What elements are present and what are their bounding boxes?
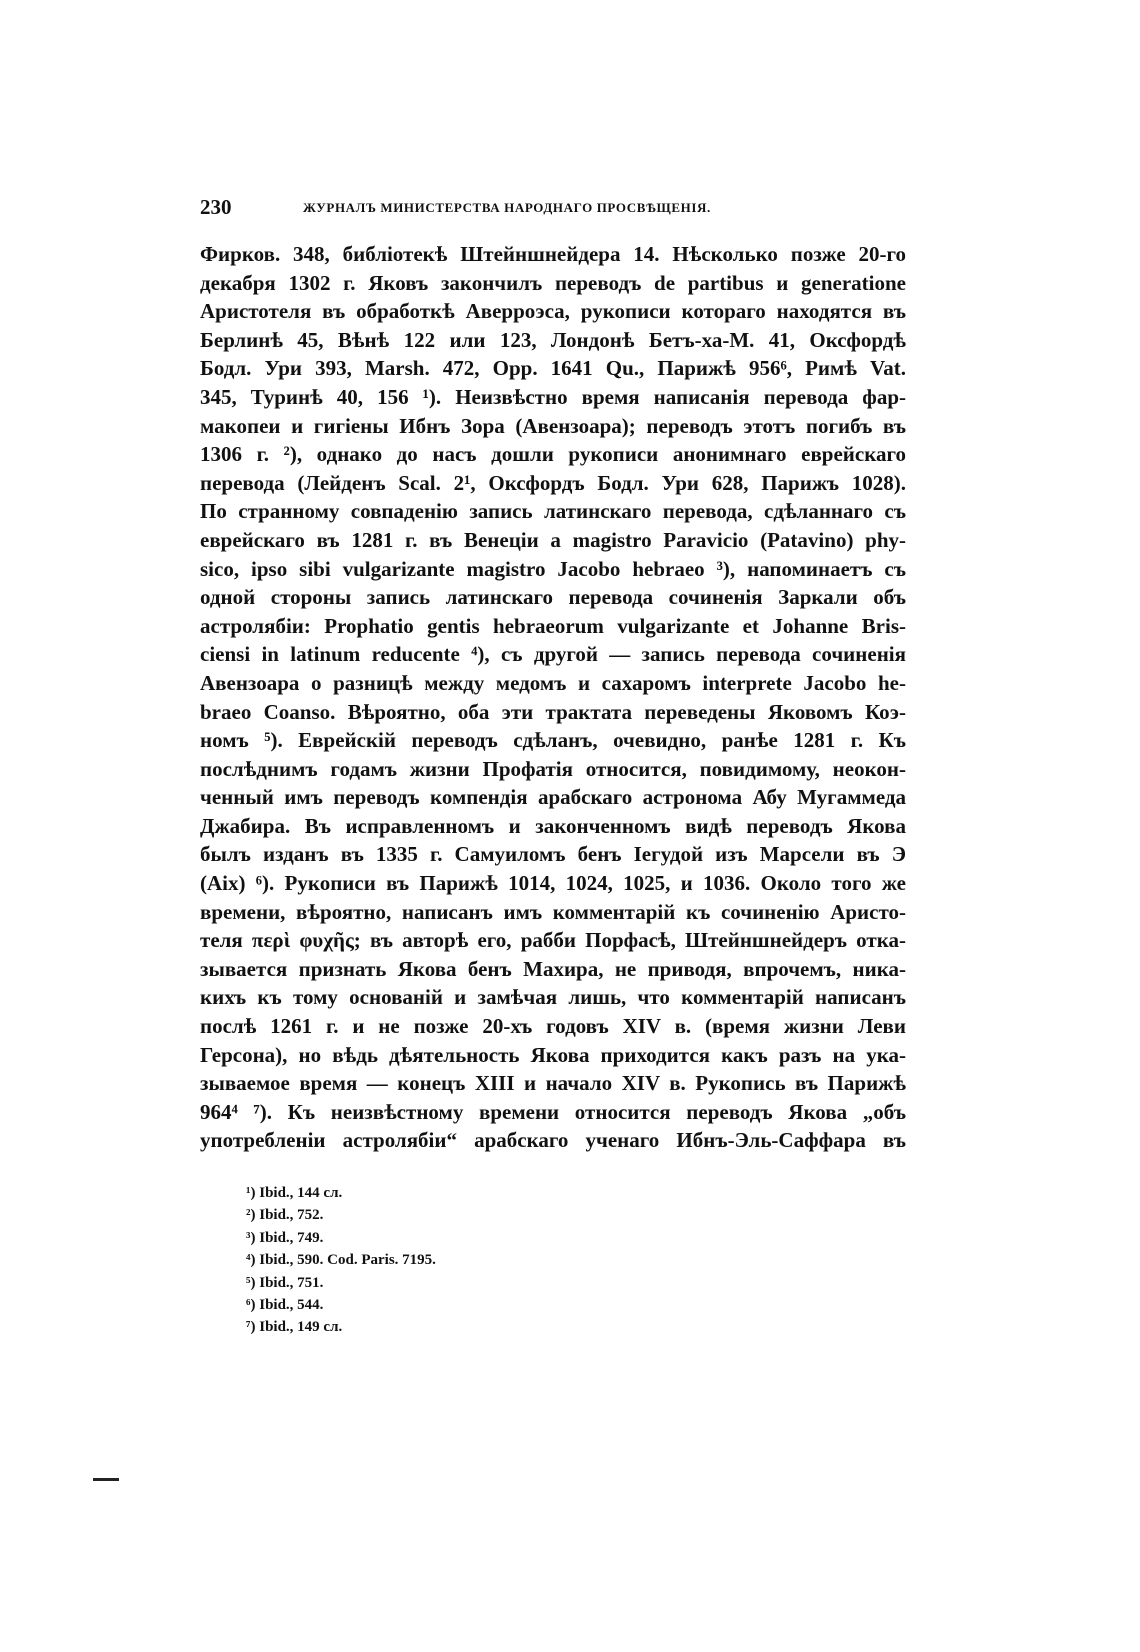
text-line: Авензоара о разницѣ между медомъ и сахаромъ interprete Jacobo he-: [200, 670, 906, 695]
text-line: (Aix) ⁶). Рукописи въ Парижѣ 1014, 1024, 1025, и 1036. Около того же: [200, 871, 906, 896]
text-line: употребленіи астролябіи“ арабскаго ученаго Ибнъ-Эль-Саффара въ: [200, 1128, 906, 1153]
text-line: перевода (Лейденъ Scal. 2¹, Оксфордъ Бодл. Ури 628, Парижъ 1028).: [200, 470, 906, 495]
footnotes: [246, 1182, 766, 1339]
text-line: 964⁴ ⁷). Къ неизвѣстному времени относится переводъ Якова „объ: [200, 1099, 906, 1124]
text-line: sico, ipso sibi vulgarizante magistro Jacobo hebraeo ³), напоминаетъ съ: [200, 556, 906, 581]
text-line: былъ изданъ въ 1335 г. Самуиломъ бенъ Іегудой изъ Марсели въ Э: [200, 842, 906, 867]
text-line: Герсона), но вѣдь дѣятельность Якова приходится какъ разъ на ука-: [200, 1042, 906, 1067]
text-line: По странному совпаденію запись латинскаго перевода, сдѣланнаго съ: [200, 499, 906, 524]
text-line: зываемое время — конецъ XIII и начало XIV в. Рукопись въ Парижѣ: [200, 1071, 906, 1096]
text-line: послѣднимъ годамъ жизни Профатія относится, повидимому, неокон-: [200, 756, 906, 781]
footnote: ⁴) Ibid., 590. Cod. Paris. 7195.: [246, 1252, 436, 1269]
running-title: ЖУРНАЛЪ МИНИСТЕРСТВА НАРОДНАГО ПРОСВѢЩЕНІЯ.: [303, 200, 711, 215]
text-line: времени, вѣроятно, написанъ имъ комментарій къ сочиненію Аристо-: [200, 899, 906, 924]
footnote: ¹) Ibid., 144 сл.: [246, 1185, 343, 1201]
text-line: 1306 г. ²), однако до насъ дошли рукописи анонимнаго еврейскаго: [200, 442, 906, 467]
text-line: одной стороны запись латинскаго перевода сочиненія Заркали объ: [200, 585, 906, 610]
text-line: теля περὶ φυχῆς; въ авторѣ его, рабби Порфасѣ, Штейншнейдеръ отка-: [200, 928, 906, 953]
footnote: ²) Ibid., 752.: [246, 1207, 324, 1224]
text-line: Джабира. Въ исправленномъ и законченномъ видѣ переводъ Якова: [200, 813, 906, 838]
text-line: астролябіи: Prophatio gentis hebraeorum vulgarizante et Johanne Bris-: [200, 613, 906, 638]
text-line: ченный имъ переводъ компендія арабскаго астронома Абу Мугаммеда: [200, 785, 906, 810]
text-line: braeo Coanso. Вѣроятно, оба эти трактата переведены Яковомъ Коэ-: [200, 699, 906, 724]
text-line: макопеи и гигіены Ибнъ Зора (Авензоара); переводъ этотъ погибъ въ: [200, 413, 906, 438]
text-line: номъ ⁵). Еврейскій переводъ сдѣланъ, очевидно, ранѣе 1281 г. Къ: [200, 728, 906, 753]
text-line: ciensi in latinum reducente ⁴), съ другой — запись перевода сочиненія: [200, 642, 906, 667]
text-line: зывается признать Якова бенъ Махира, не приводя, впрочемъ, ника-: [200, 956, 906, 981]
text-line: Бодл. Ури 393, Marsh. 472, Opp. 1641 Qu., Парижѣ 956⁶, Римѣ Vat.: [200, 356, 906, 381]
text-line: послѣ 1261 г. и не позже 20-хъ годовъ XIV в. (время жизни Леви: [200, 1014, 906, 1039]
footnote: ³) Ibid., 749.: [246, 1229, 324, 1246]
text-line: кихъ къ тому основаній и замѣчая лишь, что комментарій написанъ: [200, 985, 906, 1010]
footnote: ⁷) Ibid., 149 сл.: [246, 1319, 343, 1336]
text-line: Берлинѣ 45, Вѣнѣ 122 или 123, Лондонѣ Бетъ-ха-М. 41, Оксфордѣ: [200, 327, 906, 352]
page-number: 230: [200, 195, 232, 219]
text-line: Фирков. 348, библіотекѣ Штейншнейдера 14. Нѣсколько позже 20-го: [200, 242, 906, 266]
text-line: Аристотеля въ обработкѣ Аверроэса, рукописи котораго находятся въ: [200, 299, 906, 324]
text-line: 345, Туринѣ 40, 156 ¹). Неизвѣстно время написанія перевода фар-: [200, 384, 906, 409]
footnote: ⁵) Ibid., 751.: [246, 1274, 324, 1291]
footnote: ⁶) Ibid., 544.: [246, 1296, 324, 1313]
text-line: декабря 1302 г. Яковъ закончилъ переводъ de partibus и generatione: [200, 270, 906, 295]
margin-rule: [93, 1478, 119, 1481]
body-text: [200, 240, 906, 1155]
page-header: [200, 195, 900, 225]
text-line: еврейскаго въ 1281 г. въ Венеціи a magistro Paravicio (Patavino) phy-: [200, 527, 906, 552]
